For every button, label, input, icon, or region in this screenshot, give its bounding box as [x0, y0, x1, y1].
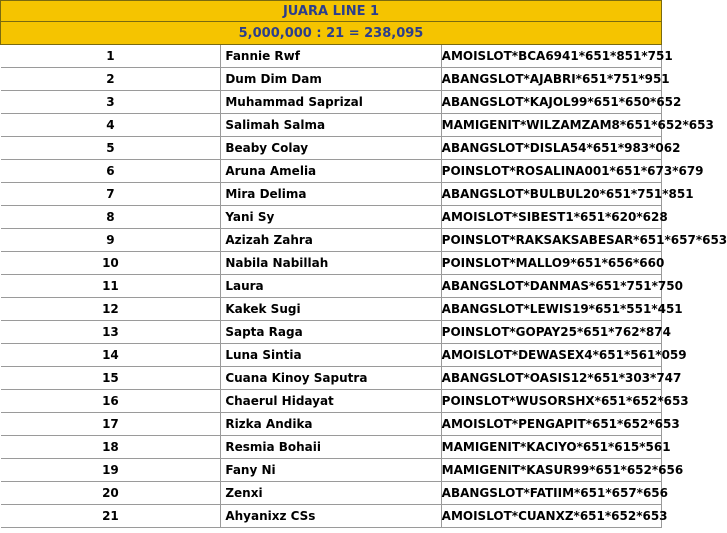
- row-number: 3: [1, 91, 221, 114]
- table-row: [1, 183, 662, 206]
- winner-code: AMOISLOT*SIBEST1*651*620*628: [441, 206, 661, 229]
- row-number: 7: [1, 183, 221, 206]
- winner-code: POINSLOT*ROSALINA001*651*673*679: [441, 160, 661, 183]
- row-number: 21: [1, 505, 221, 528]
- winner-code: AMOISLOT*BCA6941*651*851*751: [441, 45, 661, 68]
- winner-name: Yani Sy: [221, 206, 441, 229]
- winner-code: AMOISLOT*PENGAPIT*651*652*653: [441, 413, 661, 436]
- row-number: 12: [1, 298, 221, 321]
- winner-code: ABANGSLOT*DISLA54*651*983*062: [441, 137, 661, 160]
- table-row: [1, 298, 662, 321]
- winner-name: Rizka Andika: [221, 413, 441, 436]
- winner-name: Fannie Rwf: [221, 45, 441, 68]
- row-number: 2: [1, 68, 221, 91]
- winner-code: AMOISLOT*DEWASEX4*651*561*059: [441, 344, 661, 367]
- table-row: [1, 45, 662, 68]
- row-number: 6: [1, 160, 221, 183]
- row-number: 8: [1, 206, 221, 229]
- table-row: [1, 275, 662, 298]
- winner-code: AMOISLOT*CUANXZ*651*652*653: [441, 505, 661, 528]
- winner-code: ABANGSLOT*AJABRI*651*751*951: [441, 68, 661, 91]
- table-row: [1, 206, 662, 229]
- formula-row: [1, 22, 662, 45]
- winner-code: ABANGSLOT*OASIS12*651*303*747: [441, 367, 661, 390]
- prize-formula: 5,000,000 : 21 = 238,095: [1, 22, 662, 45]
- winner-name: Muhammad Saprizal: [221, 91, 441, 114]
- winner-name: Fany Ni: [221, 459, 441, 482]
- table-row: [1, 344, 662, 367]
- sheet-title: JUARA LINE 1: [1, 1, 662, 22]
- table-row: [1, 321, 662, 344]
- winner-name: Luna Sintia: [221, 344, 441, 367]
- table-row: [1, 390, 662, 413]
- table-row: [1, 367, 662, 390]
- row-number: 16: [1, 390, 221, 413]
- winner-code: MAMIGENIT*KACIYO*651*615*561: [441, 436, 661, 459]
- winner-code: ABANGSLOT*KAJOL99*651*650*652: [441, 91, 661, 114]
- winner-name: Kakek Sugi: [221, 298, 441, 321]
- winner-name: Dum Dim Dam: [221, 68, 441, 91]
- winner-name: Beaby Colay: [221, 137, 441, 160]
- winner-code: MAMIGENIT*KASUR99*651*652*656: [441, 459, 661, 482]
- winner-code: POINSLOT*MALLO9*651*656*660: [441, 252, 661, 275]
- winner-name: Azizah Zahra: [221, 229, 441, 252]
- row-number: 9: [1, 229, 221, 252]
- table-row: [1, 505, 662, 528]
- table-row: [1, 91, 662, 114]
- table-row: [1, 137, 662, 160]
- row-number: 4: [1, 114, 221, 137]
- winner-code: POINSLOT*GOPAY25*651*762*874: [441, 321, 661, 344]
- row-number: 15: [1, 367, 221, 390]
- table-row: [1, 459, 662, 482]
- table-row: [1, 482, 662, 505]
- winner-name: Resmia Bohaii: [221, 436, 441, 459]
- winner-code: POINSLOT*RAKSAKSABESAR*651*657*653: [441, 229, 661, 252]
- winner-code: ABANGSLOT*BULBUL20*651*751*851: [441, 183, 661, 206]
- table-row: [1, 68, 662, 91]
- table-row: [1, 114, 662, 137]
- row-number: 5: [1, 137, 221, 160]
- winner-name: Aruna Amelia: [221, 160, 441, 183]
- row-number: 17: [1, 413, 221, 436]
- table-row: [1, 160, 662, 183]
- row-number: 19: [1, 459, 221, 482]
- row-number: 1: [1, 45, 221, 68]
- winner-name: Ahyanixz CSs: [221, 505, 441, 528]
- winner-name: Zenxi: [221, 482, 441, 505]
- row-number: 20: [1, 482, 221, 505]
- row-number: 18: [1, 436, 221, 459]
- winner-name: Nabila Nabillah: [221, 252, 441, 275]
- winner-name: Sapta Raga: [221, 321, 441, 344]
- row-number: 13: [1, 321, 221, 344]
- table-row: [1, 252, 662, 275]
- winner-name: Mira Delima: [221, 183, 441, 206]
- winner-code: ABANGSLOT*DANMAS*651*751*750: [441, 275, 661, 298]
- table-row: [1, 413, 662, 436]
- row-number: 14: [1, 344, 221, 367]
- title-row: [1, 1, 662, 22]
- winner-name: Salimah Salma: [221, 114, 441, 137]
- table-row: [1, 436, 662, 459]
- winner-code: ABANGSLOT*LEWIS19*651*551*451: [441, 298, 661, 321]
- row-number: 10: [1, 252, 221, 275]
- winner-code: ABANGSLOT*FATIIM*651*657*656: [441, 482, 661, 505]
- winner-code: MAMIGENIT*WILZAMZAM8*651*652*653: [441, 114, 661, 137]
- winner-name: Laura: [221, 275, 441, 298]
- winner-code: POINSLOT*WUSORSHX*651*652*653: [441, 390, 661, 413]
- row-number: 11: [1, 275, 221, 298]
- winner-name: Cuana Kinoy Saputra: [221, 367, 441, 390]
- winner-name: Chaerul Hidayat: [221, 390, 441, 413]
- table-row: [1, 229, 662, 252]
